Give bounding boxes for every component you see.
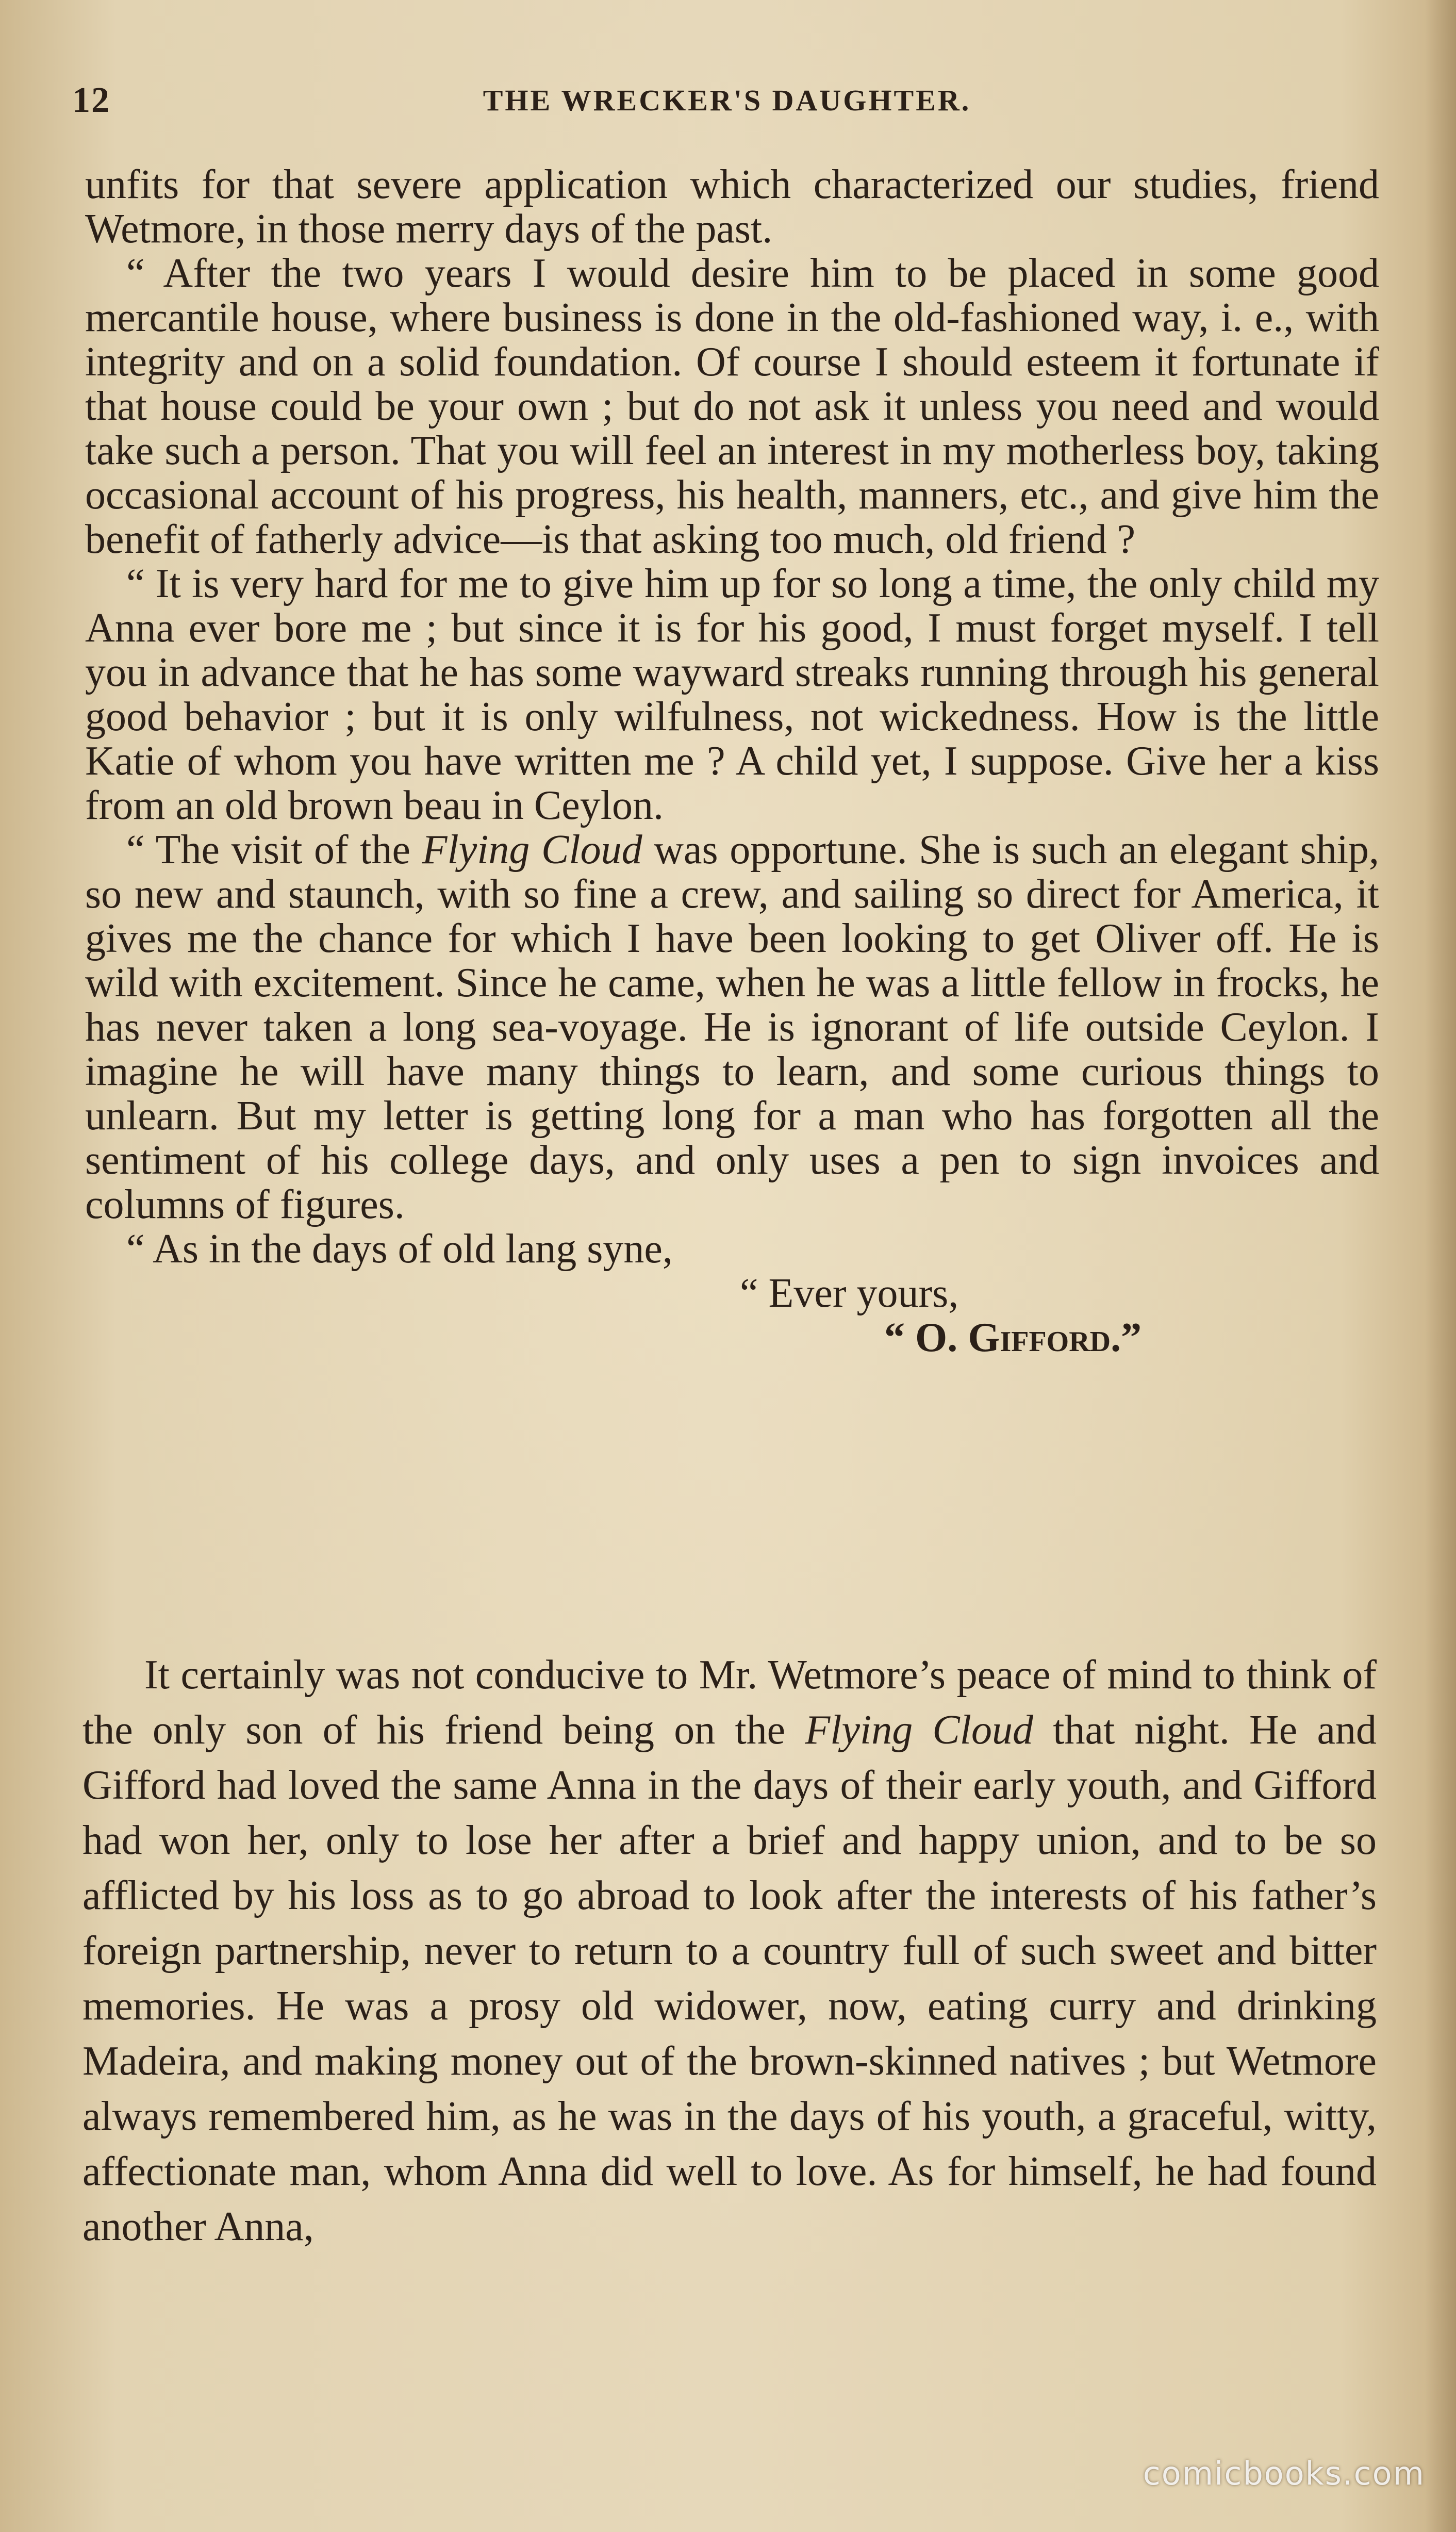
narrative-paragraph [82, 1648, 1377, 2255]
letter-paragraph-1: unfits for that severe application which characterized our studies, friend Wetmore, in those merry days of the past. [85, 162, 1379, 252]
letter-closing: “ Ever yours, [740, 1271, 959, 1316]
letter-farewell: “ As in the days of old lang syne, [126, 1226, 673, 1272]
letter-paragraph-4-end: was opportune. She is such an elegant ship, so new and staunch, with so fine a crew, and sailing so direct for America, it gives me the chance for which I have been looking to get Oliver off. He is wild with excitement. Since he came, when he was a little fellow in frocks, he has never taken a long sea-voyage. He is ignorant of life outside Ceylon. I imagine he will have many things to learn, and some curious things to unlearn. But my letter is getting long for a man who has forgotten all the sentiment of his college days, and only uses a pen to sign invoices and columns of figures. [85, 827, 1379, 1227]
narrative-start: It certainly was not conducive to Mr. Wetmore’s peace of mind to think of the only son of his friend being on the [82, 1652, 1377, 1753]
running-head: THE WRECKER'S DAUGHTER. [483, 84, 971, 117]
letter-signature: “ O. Gifford.” [884, 1315, 1142, 1360]
ship-name-narrative: Flying Cloud [805, 1707, 1034, 1753]
letter-paragraph-2: “ After the two years I would desire him to be placed in some good mercantile house, where business is done in the old-fashioned way, i. e., with integrity and on a solid foundation. Of course I should esteem it fortunate if that house could be your own ; but do not ask it unless you need and would take such a person. That you will feel an interest in my motherless boy, taking occasional account of his progress, his health, manners, etc., and give him the benefit of fatherly advice—is that asking too much, old friend ? [85, 251, 1379, 562]
page-edge-shadow [1425, 0, 1456, 2532]
letter-paragraph-4 [85, 828, 1379, 1227]
ship-name: Flying Cloud [422, 827, 642, 873]
watermark: comicbooks.com [1143, 2455, 1425, 2492]
narrative-text [82, 1648, 1377, 2255]
letter-paragraph-4-start: “ The visit of the [126, 827, 422, 873]
narrative-end: that night. He and Gifford had loved the same Anna in the days of their early youth, and Gifford had won her, only to lose her after a brief and happy union, and to be so afflicted by his loss as to go abroad to look after the interests of his father’s foreign partnership, never to return to a country full of such sweet and bitter memories. He was a prosy old widower, now, eating curry and drinking Madeira, and making money out of the brown-skinned natives ; but Wetmore always remembered him, as he was in the days of his youth, a graceful, witty, affectionate man, whom Anna did well to love. As for himself, he had found another Anna, [82, 1707, 1377, 2249]
letter-text [85, 162, 1379, 1360]
page-number: 12 [72, 80, 110, 120]
letter-paragraph-3: “ It is very hard for me to give him up for so long a time, the only child my Anna ever bore me ; but since it is for his good, I must forget myself. I tell you in advance that he has some wayward streaks running through his general good behavior ; but it is only wilfulness, not wickedness. How is the little Katie of whom you have written me ? A child yet, I suppose. Give her a kiss from an old brown beau in Ceylon. [85, 561, 1379, 828]
page-header [72, 77, 1382, 124]
